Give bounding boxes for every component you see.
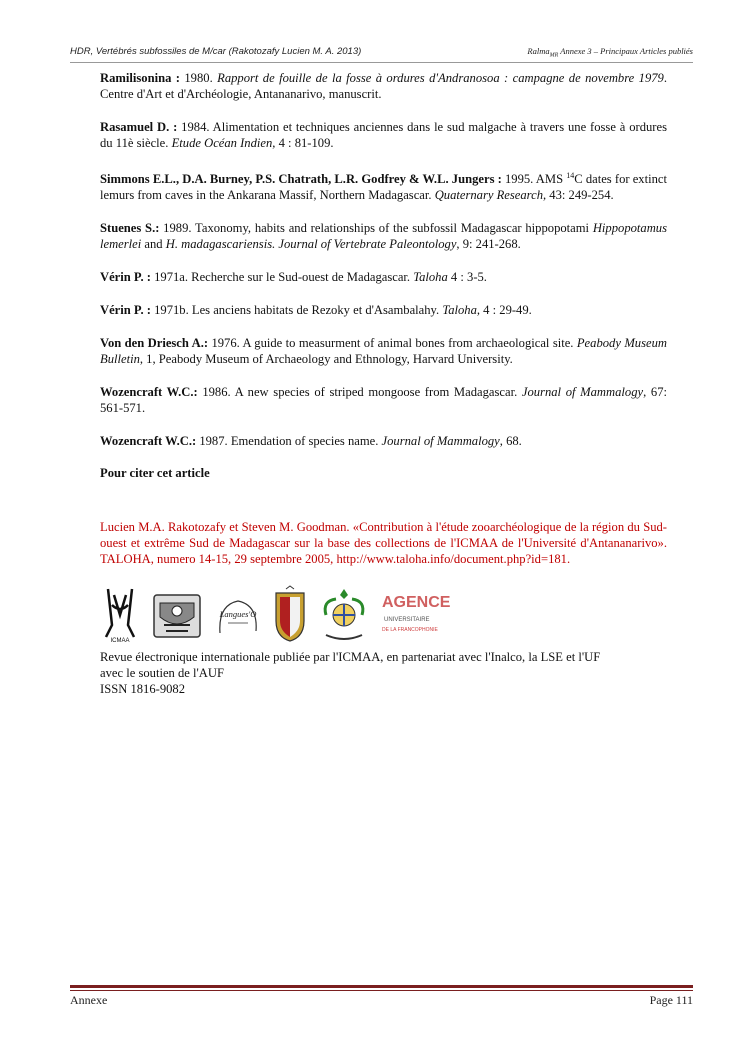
reference-entry [100,269,667,285]
ref-text: C dates for extinct lemurs from caves in the Ankarana Massif, Northern Madagascar. [100,172,667,203]
footer-rule-thin [70,990,693,991]
cite-heading: Pour citer cet article [100,466,210,481]
ref-text: . Centre d'Art et d'Archéologie, Antananarivo, manuscrit. [100,71,667,101]
ref-title: Rapport de fouille de la fosse à ordures d'Andranosoa : campagne de novembre 1979 [217,71,664,85]
revue-line: avec le soutien de l'AUF [100,666,224,681]
header-ralma-sub: MR [549,52,559,59]
ref-text: 1989. Taxonomy, habits and relationships of the subfossil Madagascar hippopotami [159,221,593,236]
ref-text: 43: 249-254. [546,188,614,203]
ref-author: Simmons E.L., D.A. Burney, P.S. Chatrath, L.R. Godfrey & W.L. Jungers : [100,172,502,187]
ref-journal: Peabody Museum Bulletin [100,336,667,367]
ref-text: 4 : 81-109. [275,136,334,150]
ref-text: 4 : 3-5. [447,270,487,285]
langues-o-logo [214,593,262,643]
reference-entry [100,220,667,252]
langues-o-text: Langues'O [219,609,257,620]
shield-logo [272,585,308,643]
ref-journal: Journal of Mammalogy [521,385,644,400]
footer-section: Annexe [70,993,108,1007]
document-body [100,70,667,697]
revue-line: Revue électronique internationale publiée par l'ICMAA, en partenariat avec l'Inalco, la LSE et l'UF [100,650,601,665]
ref-text: 1976. A guide to measurment of animal bones from archaeological site. [208,336,577,351]
auf-logo [380,585,451,643]
ref-author: Stuenes S.: [100,221,160,236]
ref-author: Vérin P. : [100,303,151,318]
citation-text[interactable]: Lucien M.A. Rakotozafy et Steven M. Goodman. «Contribution à l'étude zooarchéologique de la région du Sud-ouest et extrême Sud de Madagascar sur la base des collections de l'ICMAA de l'Université d'Antananarivo». TALOHA, numero 14-15, 29 septembre 2005, http://www.taloha.info/document.php?id=181. [100,520,667,567]
ref-text: 1971a. Recherche sur le Sud-ouest de Madagascar. [150,270,414,285]
ref-text: 1986. A new species of striped mongoose from Madagascar. [197,385,522,400]
ref-text: , 1, Peabody Museum of Archaeology and Ethnology, Harvard University. [139,352,513,367]
issn-line: ISSN 1816-9082 [100,682,186,697]
ref-text: 1995. AMS [501,172,567,187]
ref-journal: Quaternary Research, [434,188,547,203]
ref-text: 1980. [179,71,218,85]
university-crest-logo [150,589,204,643]
ref-text: , 67: 561-571. [100,385,667,416]
header-ralma: Ralma [527,46,550,56]
ref-text: and [141,237,166,252]
reference-entry [100,168,667,203]
running-header-right [527,46,693,59]
reference-entry [100,433,667,449]
ref-text: 1971b. Les anciens habitats de Rezoky et d'Asambalahy. [150,303,443,318]
ref-author: Wozencraft W.C.: [100,385,198,400]
header-rule [70,62,693,63]
ref-text: 1984. Alimentation et techniques anciennes dans le sud malgache à travers une fosse à ordures du 11è siècle. [100,120,667,150]
page-number: Page 111 [649,993,693,1007]
emblem-logo [318,585,370,643]
ref-journal: Taloha, [442,303,481,318]
ref-journal: Etude Océan Indien, [171,136,276,150]
ref-superscript: 14 [566,171,575,180]
ref-author: Wozencraft W.C.: [100,434,197,449]
ref-text: , 68. [499,434,522,449]
reference-entry [100,70,667,102]
ref-journal: Taloha [413,270,448,285]
header-annexe: Annexe 3 – Principaux Articles publiés [558,46,693,56]
running-header-left: HDR, Vertébrés subfossiles de M/car (Rakotozafy Lucien M. A. 2013) [70,46,362,57]
ref-author: Ramilisonina : [100,71,180,85]
reference-entry [100,302,667,318]
auf-logo-agence: AGENCE [382,594,451,612]
reference-entry [100,335,667,367]
icmaa-logo [100,585,140,643]
ref-author: Von den Driesch A.: [100,336,209,351]
partner-logos [100,581,667,643]
footer-rule-thick [70,985,693,988]
reference-entry [100,384,667,416]
ref-species: Hippopotamus lemerlei [100,221,667,252]
ref-author: Rasamuel D. : [100,120,178,134]
ref-text: , 9: 241-268. [456,237,521,252]
ref-text: 4 : 29-49. [480,303,532,318]
auf-logo-universitaire: UNIVERSITAIRE [384,617,430,624]
reference-entry [100,119,667,151]
icmaa-logo-text: ICMAA [110,638,130,645]
ref-author: Vérin P. : [100,270,151,285]
ref-journal: Journal of Mammalogy [381,434,500,449]
ref-journal: H. madagascariensis. Journal of Vertebrate Paleontology [165,237,457,252]
auf-logo-francophonie: DE LA FRANCOPHONIE [382,627,438,634]
ref-text: 1987. Emendation of species name. [196,434,382,449]
